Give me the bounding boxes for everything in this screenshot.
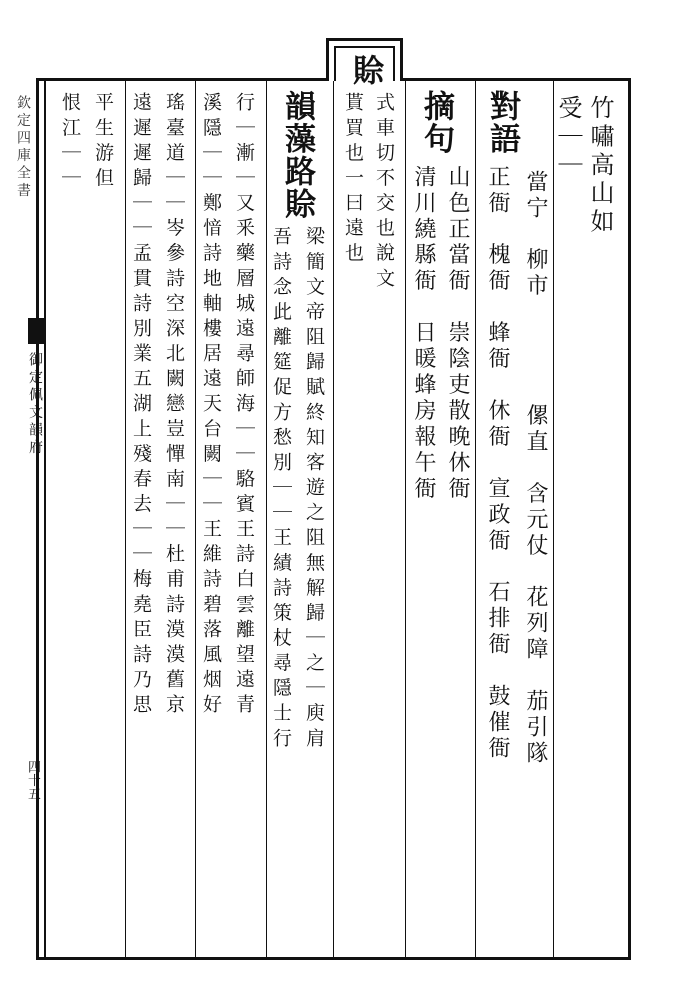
column-separator — [125, 81, 126, 957]
text-column-15: 行｜漸｜又釆藥層城遠尋師海｜｜駱賓王詩白雲離望遠青 — [233, 92, 255, 719]
margin-fish-tail — [28, 318, 46, 344]
section-heading-yunzao: 韻藻路賒 — [279, 90, 315, 221]
left-border — [36, 78, 39, 958]
top-rule — [36, 78, 326, 81]
column-separator — [475, 81, 476, 957]
header-box-inner-left — [334, 46, 336, 81]
text-column-20: 恨江｜｜ — [59, 92, 81, 193]
text-column-19: 平生游但 — [92, 92, 114, 193]
text-column-2: 受｜｜ — [554, 95, 582, 180]
text-column-5: 正衙 槐衙 蜂衙 休衙 宣政衙 石排衙 鼓催衙 — [485, 165, 510, 763]
margin-page-number: 四十五 — [25, 760, 40, 801]
text-column-16: 溪隱｜｜鄭愔詩地軸樓居遠天台闕｜｜王維詩碧落風烟好 — [200, 92, 222, 719]
section-heading-duiyu: 對語 — [484, 90, 520, 156]
header-box-inner-right — [393, 46, 395, 81]
text-column-3: 當宁 柳市 傫直 含元仗 花列障 茄引隊 — [523, 170, 548, 768]
top-rule-right — [400, 78, 630, 81]
header-box-top — [326, 38, 403, 41]
text-column-18: 遠遲遲歸｜｜孟貫詩別業五湖上殘春去｜｜梅堯臣詩乃思 — [130, 92, 152, 719]
right-border — [628, 78, 631, 958]
gloss-column-2: 貰買也一曰遠也 — [342, 92, 364, 268]
gloss-column-1: 式車切不交也說文 — [373, 92, 395, 293]
text-column-6: 山色正當衙 崇陰吏散晚休衙 — [445, 165, 470, 503]
header-box-right — [400, 38, 403, 81]
text-column-12: 梁簡文帝阻歸賦終知客遊之阻無解歸｜之｜庾肩 — [303, 226, 325, 753]
section-heading-zhaiju: 摘句 — [418, 90, 454, 156]
text-column-8: 清川繞縣衙 日暖蜂房報午衙 — [411, 165, 436, 503]
header-box-inner-top — [334, 46, 395, 48]
column-separator — [195, 81, 196, 957]
text-column-1: 竹嘯高山如 — [586, 95, 614, 237]
column-separator — [553, 81, 554, 957]
header-title-char: 賒 — [347, 54, 383, 87]
text-column-17: 瑤臺道｜｜岑參詩空深北闕戀豈憚南｜｜杜甫詩漠漠舊京 — [163, 92, 185, 719]
text-column-14: 吾詩念此離筵促方愁別｜｜王績詩策杖尋隱士行 — [270, 226, 292, 753]
margin-book-title: 御定佩文韻府 — [27, 352, 43, 457]
margin-book-title-fragment: 欽定四庫全書 — [15, 95, 31, 200]
column-separator — [405, 81, 406, 957]
header-box-left — [326, 38, 329, 81]
column-separator — [266, 81, 267, 957]
column-separator — [333, 81, 334, 957]
inner-left-border — [44, 78, 46, 958]
bottom-rule — [36, 957, 631, 960]
